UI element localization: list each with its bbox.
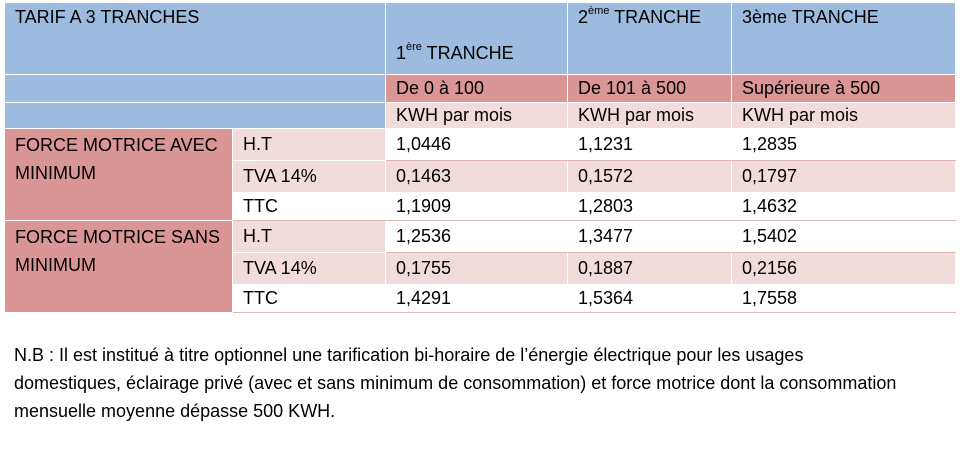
unit-1: KWH par mois xyxy=(386,103,568,129)
row-label: TTC xyxy=(233,193,386,221)
tranche-header-row xyxy=(5,3,956,75)
cell-value: 1,4291 xyxy=(386,285,568,313)
cell-value: 0,1463 xyxy=(386,161,568,193)
cell-value: 1,1231 xyxy=(568,129,732,161)
cell-value: 1,5402 xyxy=(732,221,956,253)
table-row xyxy=(5,129,956,161)
group-label: FORCE MOTRICE AVEC MINIMUM xyxy=(5,129,233,221)
cell-value: 0,2156 xyxy=(732,253,956,285)
unit-row xyxy=(5,103,956,129)
row-label: TVA 14% xyxy=(233,253,386,285)
group-label: FORCE MOTRICE SANS MINIMUM xyxy=(5,221,233,313)
cell-value: 0,1755 xyxy=(386,253,568,285)
row-label: H.T xyxy=(233,129,386,161)
cell-value: 1,4632 xyxy=(732,193,956,221)
cell-value: 1,1909 xyxy=(386,193,568,221)
cell-value: 0,1887 xyxy=(568,253,732,285)
unit-2: KWH par mois xyxy=(568,103,732,129)
tranche-3-header: 3ème TRANCHE xyxy=(732,3,956,75)
row-label: TVA 14% xyxy=(233,161,386,193)
header-spacer xyxy=(5,75,386,103)
unit-3: KWH par mois xyxy=(732,103,956,129)
row-label: TTC xyxy=(233,285,386,313)
cell-value: 1,5364 xyxy=(568,285,732,313)
table-row xyxy=(5,221,956,253)
tranche-2-header: 2ème TRANCHE xyxy=(568,3,732,75)
header-spacer xyxy=(5,103,386,129)
range-2: De 101 à 500 xyxy=(568,75,732,103)
footnote: N.B : Il est institué à titre optionnel une tarification bi-horaire de l’énergie électrique pour les usages domestiques, éclairage privé (avec et sans minimum de consommation) et force motrice dont la consommation mensuelle moyenne dépasse 500 KWH. xyxy=(14,345,897,421)
cell-value: 1,3477 xyxy=(568,221,732,253)
cell-value: 1,0446 xyxy=(386,129,568,161)
cell-value: 1,2803 xyxy=(568,193,732,221)
tranche-1-header: 1ère TRANCHE xyxy=(386,3,568,75)
tariff-table xyxy=(4,2,956,313)
row-label: H.T xyxy=(233,221,386,253)
table-title: TARIF A 3 TRANCHES xyxy=(5,3,386,75)
cell-value: 0,1797 xyxy=(732,161,956,193)
cell-value: 1,2835 xyxy=(732,129,956,161)
cell-value: 1,7558 xyxy=(732,285,956,313)
range-1: De 0 à 100 xyxy=(386,75,568,103)
cell-value: 0,1572 xyxy=(568,161,732,193)
range-3: Supérieure à 500 xyxy=(732,75,956,103)
cell-value: 1,2536 xyxy=(386,221,568,253)
range-row xyxy=(5,75,956,103)
